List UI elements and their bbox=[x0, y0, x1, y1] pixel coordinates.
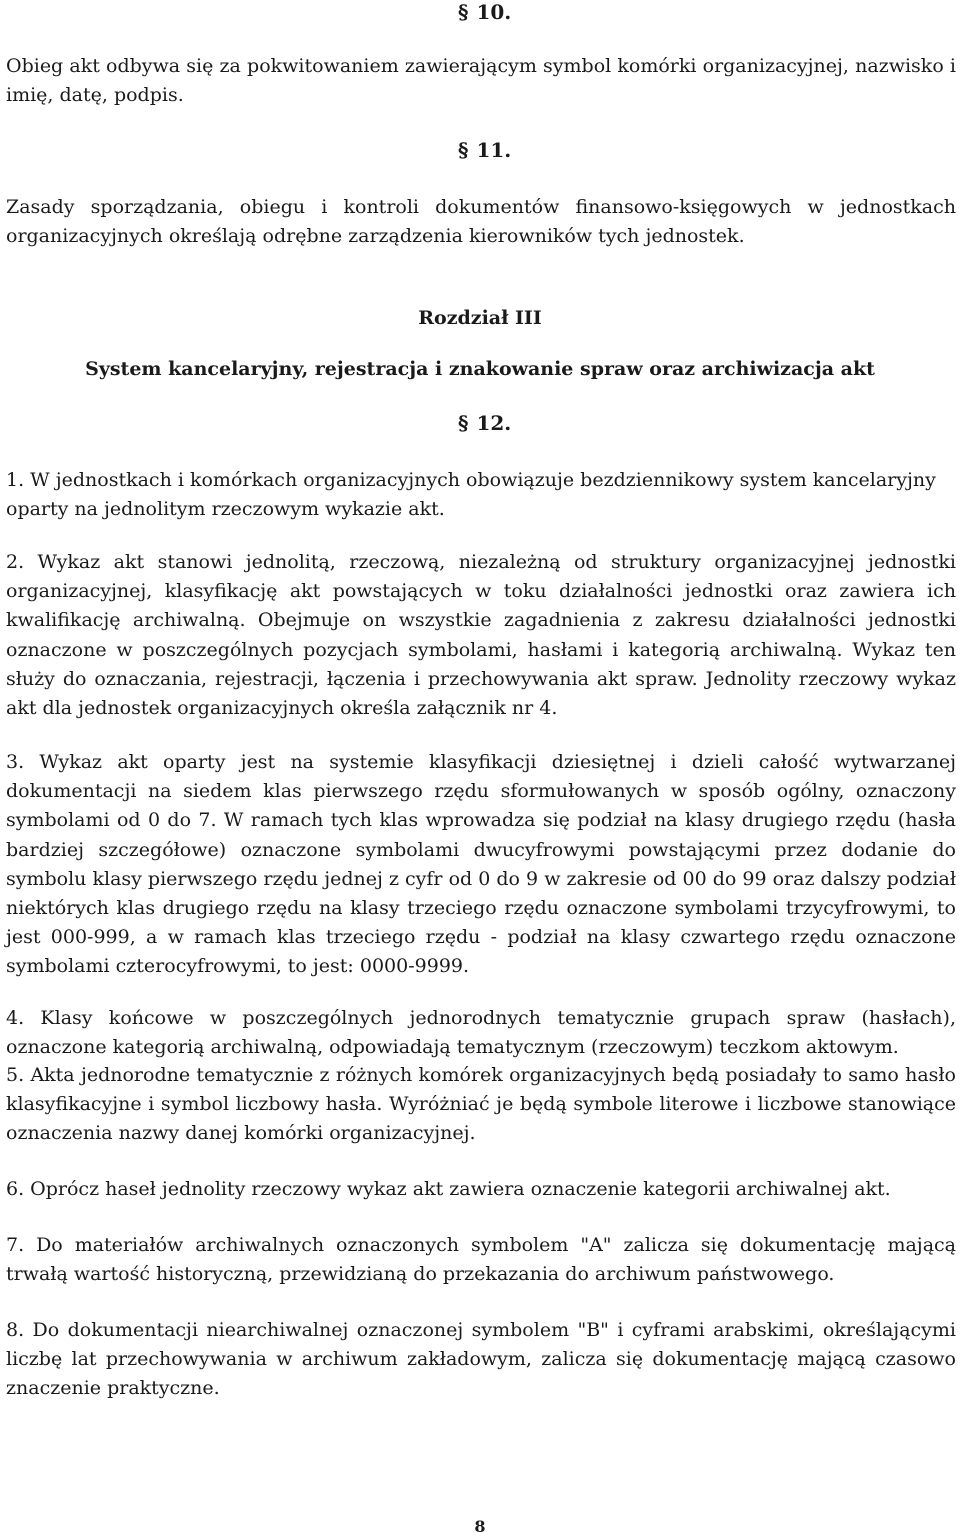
list-item-6: 6. Oprócz haseł jednolity rzeczowy wykaz akt zawiera oznaczenie kategorii archiwalnej akt. bbox=[6, 1178, 891, 1200]
list-item-1: 1. W jednostkach i komórkach organizacyjnych obowiązuje bezdziennikowy system kancelaryjny oparty na jednolitym rzeczowym wykazie akt. bbox=[6, 469, 936, 521]
page-number: 8 bbox=[474, 1517, 486, 1536]
section-number: 12. bbox=[476, 411, 512, 435]
section-number: 11. bbox=[476, 138, 512, 162]
list-item-2: 2. Wykaz akt stanowi jednolitą, rzeczową, niezależną od struktury organizacyjnej jednostki organizacyjnej, klasyfikację akt powstających w toku działalności jednostki oraz zawiera ich kwalifikację archiwalną. Obejmuje on wszystkie zagadnienia z zakresu działalności jednostki oznaczone w poszczególnych pozycjach symbolami, hasłami i kategorią archiwalną. Wykaz ten służy do oznaczania, rejestracji, łączenia i przechowywania akt spraw. Jednolity rzeczowy wykaz akt dla jednostek organizacyjnych określa załącznik nr 4. bbox=[6, 551, 956, 720]
paragraph-10: Obieg akt odbywa się za pokwitowaniem zawierającym symbol komórki organizacyjnej, nazwisko i imię, datę, podpis. bbox=[6, 55, 956, 107]
section-12-heading bbox=[458, 411, 511, 435]
list-item-7: 7. Do materiałów archiwalnych oznaczonych symbolem "A" zalicza się dokumentację mającą trwałą wartość historyczną, przewidzianą do przekazania do archiwum państwowego. bbox=[6, 1234, 956, 1286]
paragraph-11: Zasady sporządzania, obiegu i kontroli dokumentów finansowo-księgowych w jednostkach organizacyjnych określają odrębne zarządzenia kierowników tych jednostek. bbox=[6, 196, 956, 248]
section-10-heading bbox=[458, 0, 511, 24]
chapter-label: Rozdział III bbox=[418, 307, 542, 329]
section-symbol: § bbox=[458, 0, 469, 24]
section-symbol: § bbox=[458, 411, 469, 435]
section-symbol: § bbox=[458, 138, 469, 162]
chapter-title: System kancelaryjny, rejestracja i znakowanie spraw oraz archiwizacja akt bbox=[85, 358, 875, 380]
list-item-5: 5. Akta jednorodne tematycznie z różnych komórek organizacyjnych będą posiadały to samo hasło klasyfikacyjne i symbol liczbowy hasła. Wyróżniać je będą symbole literowe i liczbowe stanowiące oznaczenia nazwy danej komórki organizacyjnej. bbox=[6, 1064, 956, 1145]
list-item-4: 4. Klasy końcowe w poszczególnych jednorodnych tematycznie grupach spraw (hasłach), oznaczone kategorią archiwalną, odpowiadają tematycznym (rzeczowym) teczkom aktowym. bbox=[6, 1007, 956, 1059]
list-item-3: 3. Wykaz akt oparty jest na systemie klasyfikacji dziesiętnej i dzieli całość wytwarzanej dokumentacji na siedem klas pierwszego rzędu sformułowanych w sposób ogólny, oznaczony symbolami od 0 do 7. W ramach tych klas wprowadza się podział na klasy drugiego rzędu (hasła bardziej szczegółowe) oznaczone symbolami dwucyfrowymi powstającymi przez dodanie do symbolu klasy pierwszego rzędu jednej z cyfr od 0 do 9 w zakresie od 00 do 99 oraz dalszy podział niektórych klas drugiego rzędu na klasy trzeciego rzędu oznaczone symbolami trzycyfrowymi, to jest 000-999, a w ramach klas trzeciego rzędu - podział na klasy czwartego rzędu oznaczone symbolami czterocyfrowymi, to jest: 0000-9999. bbox=[6, 751, 956, 978]
list-item-8: 8. Do dokumentacji niearchiwalnej oznaczonej symbolem "B" i cyframi arabskimi, określającymi liczbę lat przechowywania w archiwum zakładowym, zalicza się dokumentację mającą czasowo znaczenie praktyczne. bbox=[6, 1319, 956, 1400]
section-number: 10. bbox=[476, 0, 512, 24]
section-11-heading bbox=[458, 138, 511, 162]
